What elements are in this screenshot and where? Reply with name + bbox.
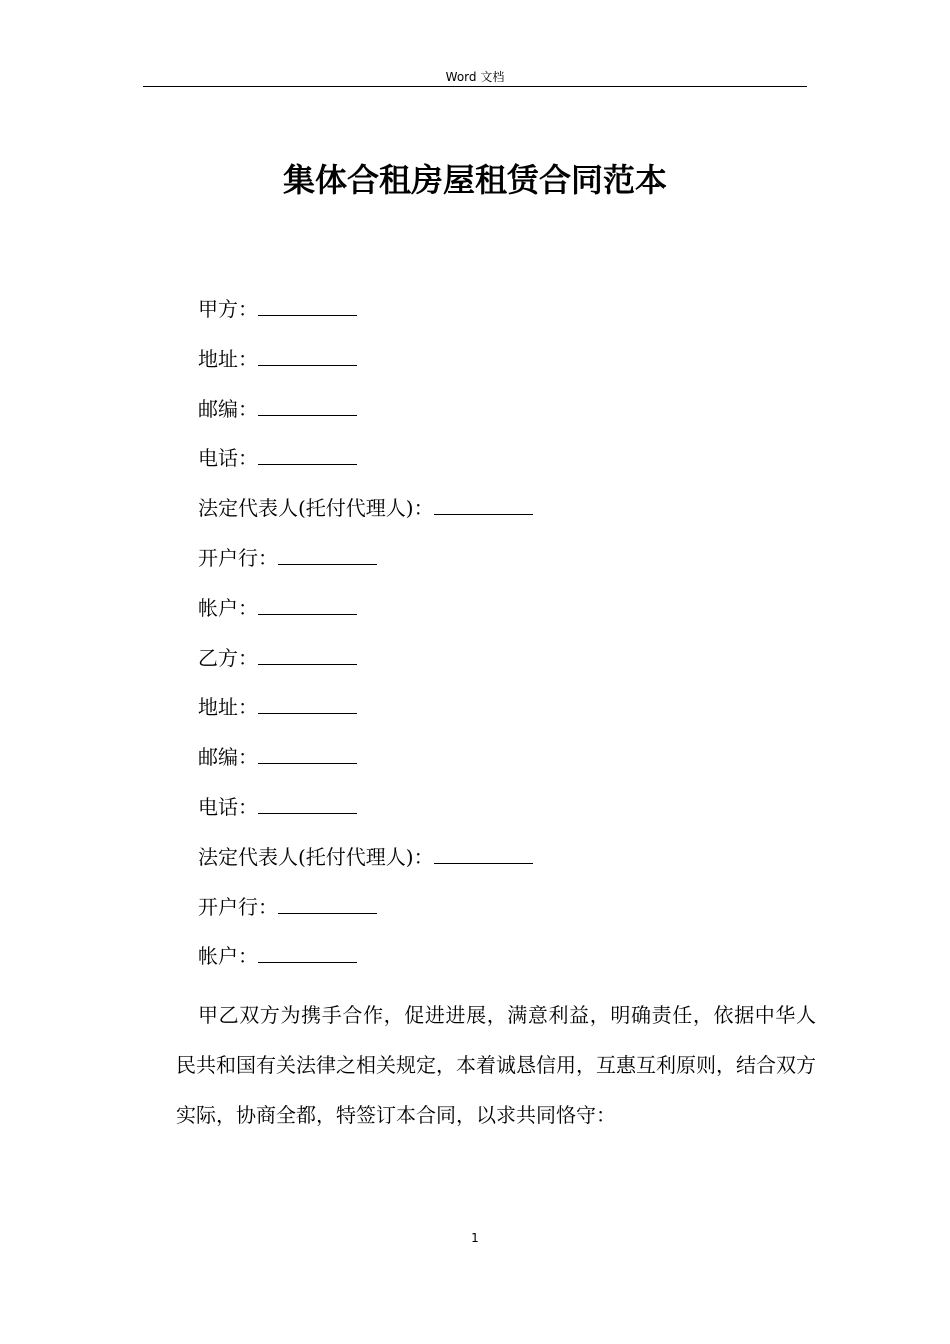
party-fields bbox=[198, 294, 533, 991]
field-party-a bbox=[198, 294, 533, 344]
blank-line bbox=[434, 843, 533, 864]
field-label: 电话： bbox=[198, 446, 258, 471]
blank-line bbox=[258, 295, 357, 316]
field-party-b-phone bbox=[198, 792, 533, 842]
field-party-a-bank bbox=[198, 543, 533, 593]
field-label: 法定代表人(托付代理人)： bbox=[198, 496, 434, 521]
field-label: 法定代表人(托付代理人)： bbox=[198, 844, 434, 869]
blank-line bbox=[258, 693, 357, 714]
field-party-b bbox=[198, 643, 533, 693]
blank-line bbox=[258, 743, 357, 764]
blank-line bbox=[434, 494, 533, 515]
field-party-b-address bbox=[198, 692, 533, 742]
field-label: 地址： bbox=[198, 695, 258, 720]
field-label: 邮编： bbox=[198, 396, 258, 421]
page-number: 1 bbox=[471, 1231, 479, 1245]
blank-line bbox=[258, 644, 357, 665]
intro-paragraph: 甲乙双方为携手合作，促进进展，满意利益，明确责任，依据中华人民共和国有关法律之相关规定，本着诚恳信用，互惠互利原则，结合双方实际，协商全都，特签订本合同，以求共同恪守： bbox=[176, 1003, 816, 1127]
header-text: Word 文档 bbox=[445, 70, 505, 84]
field-label: 帐户： bbox=[198, 944, 258, 969]
field-party-a-phone bbox=[198, 443, 533, 493]
field-label: 帐户： bbox=[198, 595, 258, 620]
blank-line bbox=[258, 345, 357, 366]
field-label: 地址： bbox=[198, 346, 258, 371]
blank-line bbox=[258, 594, 357, 615]
header-divider bbox=[143, 86, 807, 87]
field-party-b-postcode bbox=[198, 742, 533, 792]
blank-line bbox=[258, 942, 357, 963]
blank-line bbox=[278, 893, 377, 914]
blank-line bbox=[258, 793, 357, 814]
field-label: 开户行： bbox=[198, 894, 278, 919]
document-title: 集体合租房屋租赁合同范本 bbox=[282, 161, 667, 199]
field-label: 邮编： bbox=[198, 745, 258, 770]
field-party-a-address bbox=[198, 344, 533, 394]
field-party-b-bank bbox=[198, 892, 533, 942]
blank-line bbox=[258, 444, 357, 465]
field-party-b-account bbox=[198, 941, 533, 991]
blank-line bbox=[278, 544, 377, 565]
blank-line bbox=[258, 395, 357, 416]
field-label: 甲方： bbox=[198, 297, 258, 321]
field-label: 乙方： bbox=[198, 645, 258, 670]
field-party-a-postcode bbox=[198, 394, 533, 444]
field-party-a-account bbox=[198, 593, 533, 643]
field-party-a-representative bbox=[198, 493, 533, 543]
field-label: 开户行： bbox=[198, 545, 278, 570]
field-label: 电话： bbox=[198, 794, 258, 819]
field-party-b-representative bbox=[198, 842, 533, 892]
